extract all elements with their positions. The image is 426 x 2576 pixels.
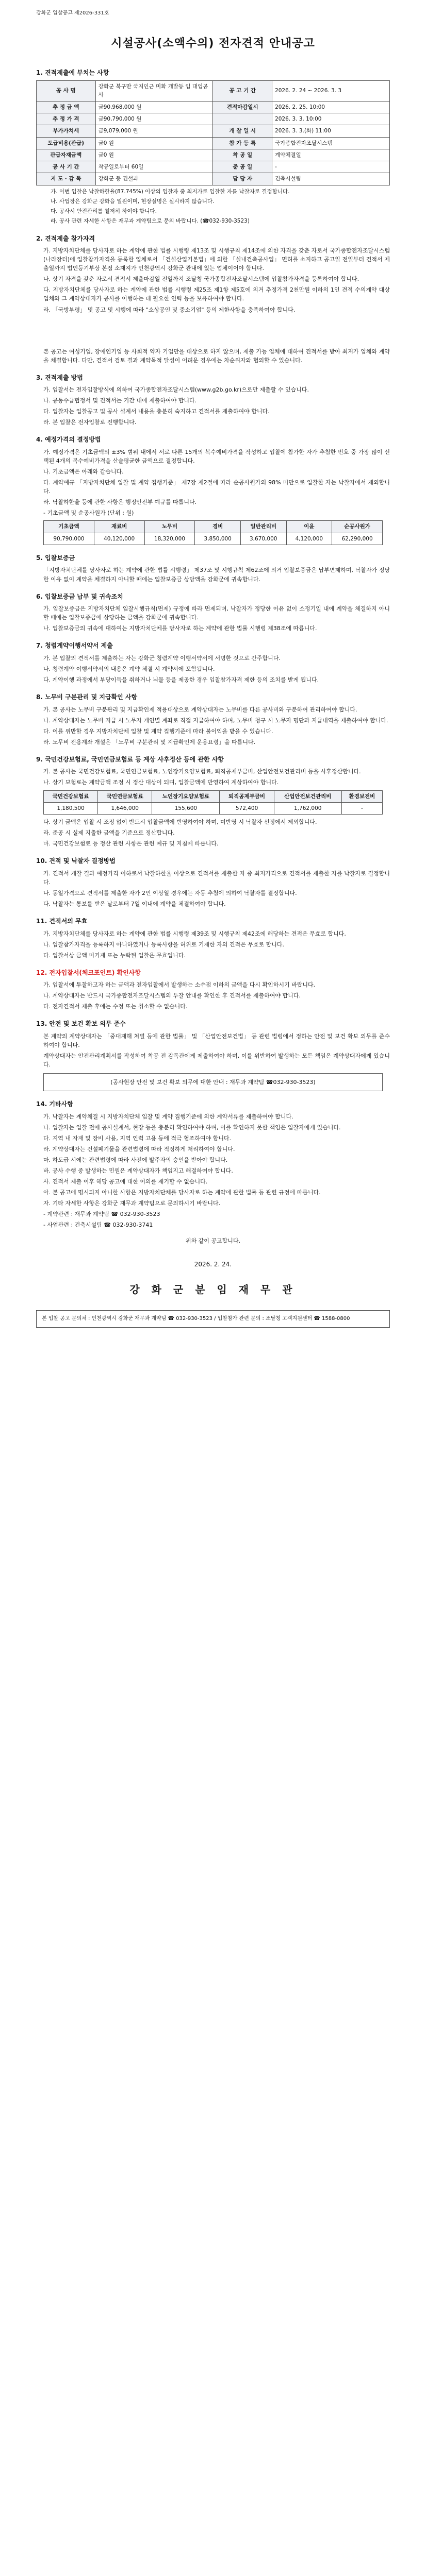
section-3-body xyxy=(36,385,390,427)
paragraph: 가. 본 공사는 국민건강보험료, 국민연금보험료, 노인장기요양보험료, 퇴직공제부금비, 산업안전보건관리비 등을 사후정산합니다. xyxy=(43,768,361,775)
section-2-notice: 본 공고는 여성기업, 장애인기업 등 사회적 약자 기업만을 대상으로 하지 않으며, 제출 가능 업체에 대하여 견적서를 받아 최저가 업체와 계약을 체결합니다. 다만, 견적서 검토 결과 계약목적 달성이 어려운 경우에는 차순위자와 협의할 수 있습니다. xyxy=(43,348,390,364)
table-cell: 18,320,000 xyxy=(144,533,195,545)
table-header-cell: 국민건강보험료 xyxy=(44,790,98,802)
table-cell: 1,762,000 xyxy=(274,802,341,814)
info-row xyxy=(37,101,390,113)
section-1-heading: 1. 견적제출에 부치는 사항 xyxy=(36,69,109,76)
paragraph: 나. 청렴계약 이행서약서의 내용은 계약 체결 시 계약서에 포함됩니다. xyxy=(43,665,215,672)
info-label: 지 도 · 감 독 xyxy=(37,173,96,185)
table-cell: 3,850,000 xyxy=(195,533,241,545)
info-value: 금90,790,000 원 xyxy=(95,113,213,125)
paragraph: 다. 계약예규 「지방자치단체 입찰 및 계약 집행기준」 제7장 제2절에 따라 순공사원가의 98% 미만으로 입찰한 자는 낙찰자에서 제외합니다. xyxy=(43,479,390,495)
paragraph: 바. 공사 수행 중 발생하는 민원은 계약상대자가 책임지고 해결하여야 합니다. xyxy=(43,1167,233,1175)
paragraph: 가. 입찰보증금은 지방자치단체 입찰시행규칙(면제) 규정에 따라 면제되며, 낙찰자가 정당한 이유 없이 소정기일 내에 계약을 체결하지 아니할 때에는 입찰보증금에 상당하는 금액을 강화군에 귀속합니다. xyxy=(43,605,390,621)
section-1-notes xyxy=(36,188,390,226)
info-label: 착 공 일 xyxy=(213,149,272,161)
paragraph: 나. 입찰자는 입찰 전에 공사설계서, 현장 등을 충분히 확인하여야 하며, 이를 확인하지 못한 책임은 입찰자에게 있습니다. xyxy=(43,1124,341,1131)
paragraph: 마. 국민건강보험료 등 정산 관련 사항은 관련 예규 및 지침에 따릅니다. xyxy=(43,840,219,848)
table-cell: 4,120,000 xyxy=(286,533,332,545)
info-value: 2026. 2. 24 ~ 2026. 3. 3 xyxy=(272,81,390,101)
info-value: 금90,968,000 원 xyxy=(95,101,213,113)
info-label: 견적마감일시 xyxy=(213,101,272,113)
info-value: 2026. 3. 3.(화) 11:00 xyxy=(272,125,390,137)
paragraph: 라. 공사 관련 자세한 사항은 재무과 계약팀으로 문의 바랍니다. (☎032-930-3523) xyxy=(51,218,250,225)
info-value: - xyxy=(272,161,390,173)
paragraph: 가. 입찰서에 투찰하고자 하는 금액과 전자입찰에서 발생하는 소수점 이하의 금액을 다시 확인하시기 바랍니다. xyxy=(43,981,316,989)
info-label: 개 찰 일 시 xyxy=(213,125,272,137)
paragraph: 라. 낙찰하한율 등에 관한 사항은 행정안전부 예규를 따릅니다. xyxy=(43,499,197,506)
table-cell: 62,290,000 xyxy=(332,533,383,545)
paragraph: 나. 입찰보증금의 귀속에 대하여는 지방자치단체를 당사자로 하는 계약에 관한 법률 시행령 제38조에 따릅니다. xyxy=(43,625,317,632)
table-header-cell: 재료비 xyxy=(94,521,144,533)
paragraph: 다. 지역 내 자재 및 장비 사용, 지역 인력 고용 등에 적극 협조하여야 합니다. xyxy=(43,1134,232,1142)
section-9-body xyxy=(36,767,390,787)
section-11-body xyxy=(36,929,390,960)
section-4-body xyxy=(36,448,390,506)
paragraph: 나. 공동수급협정서 및 견적서는 기간 내에 제출하여야 합니다. xyxy=(43,397,197,404)
paragraph: 라. 본 입찰은 전자입찰로 진행합니다. xyxy=(43,419,137,426)
section-6-body xyxy=(36,604,390,633)
table-header-cell: 노인장기요양보험료 xyxy=(152,790,220,802)
section-10-heading: 10. 견적 및 낙찰자 결정방법 xyxy=(36,857,116,865)
table-header-cell: 기초금액 xyxy=(44,521,94,533)
table-header-cell: 노무비 xyxy=(144,521,195,533)
info-label: 부가가치세 xyxy=(37,125,96,137)
section-11-heading: 11. 견적서의 무효 xyxy=(36,917,88,925)
table-cell: 572,400 xyxy=(220,802,274,814)
paragraph: 가. 예정가격은 기초금액의 ±3% 범위 내에서 서로 다른 15개의 복수예비가격을 작성하고 입찰에 참가한 자가 추첨한 번호 중 가장 많이 선택된 4개의 복수예비가격을 산술평균한 금액으로 결정합니다. xyxy=(43,449,390,465)
section-12-heading: 12. 전자입찰서(체크포인트) 확인사항 xyxy=(36,969,141,976)
paragraph: 가. 견적서 개찰 결과 예정가격 이하로서 낙찰하한율 이상으로 견적서를 제출한 자 중 최저가격으로 견적서를 제출한 자를 낙찰자로 결정합니다. xyxy=(43,870,390,886)
paragraph: 나. 계약상대자는 노무비 지급 시 노무자 개인별 계좌로 직접 지급하여야 하며, 노무비 청구 시 노무자 명단과 지급내역을 제출하여야 합니다. xyxy=(43,717,388,724)
cost-table-caption: - 기초금액 및 순공사원가 (단위 : 원) xyxy=(43,510,134,517)
closing-statement: 위와 같이 공고합니다. xyxy=(185,1238,241,1245)
section-5-heading: 5. 입찰보증금 xyxy=(36,554,75,562)
document-number: 강화군 입찰공고 제2026-331호 xyxy=(36,10,109,16)
notice-date: 2026. 2. 24. xyxy=(194,1261,232,1268)
info-row xyxy=(37,161,390,173)
paragraph: 마. 하도급 시에는 관련법령에 따라 사전에 발주자의 승인을 받아야 합니다. xyxy=(43,1157,228,1164)
paragraph: 다. 상기 금액은 입찰 시 조정 없이 반드시 입찰금액에 반영하여야 하며, 미반영 시 낙찰자 선정에서 제외합니다. xyxy=(43,819,317,826)
contact-note: 본 입찰 공고 문의처 : 인천광역시 강화군 재무과 계약팀 ☎ 032-930-3523 / 입찰참가 관련 문의 : 조달청 고객지원센터 ☎ 1588-0800 xyxy=(36,1310,390,1328)
info-value: 계약체결일 xyxy=(272,149,390,161)
section-10-body xyxy=(36,869,390,908)
paragraph: 아. 본 공고에 명시되지 아니한 사항은 지방자치단체를 당사자로 하는 계약에 관한 법률 등 관련 규정에 따릅니다. xyxy=(43,1189,321,1196)
info-label: 관급자재금액 xyxy=(37,149,96,161)
section-6-heading: 6. 입찰보증금 납부 및 귀속조치 xyxy=(36,592,123,600)
paragraph: 다. 입찰서상 금액 미기재 또는 누락된 입찰은 무효입니다. xyxy=(43,952,186,959)
info-row xyxy=(37,81,390,101)
section-9-after xyxy=(36,818,390,848)
paragraph: 라. 계약상대자는 건설폐기물을 관련법령에 따라 적정하게 처리하여야 합니다. xyxy=(43,1146,235,1153)
paragraph: - 계약관련 : 재무과 계약팀 ☎ 032-930-3523 xyxy=(43,1211,160,1218)
info-value: 금0 원 xyxy=(95,137,213,149)
info-row xyxy=(37,149,390,161)
section-4-heading: 4. 예정가격의 결정방법 xyxy=(36,436,101,444)
paragraph: 나. 기초금액은 아래와 같습니다. xyxy=(43,468,124,476)
info-label: 공 사 기 간 xyxy=(37,161,96,173)
issuing-organization: 강 화 군 분 임 재 무 관 xyxy=(129,1283,297,1296)
paragraph: 자. 기타 자세한 사항은 강화군 재무과 계약팀으로 문의하시기 바랍니다. xyxy=(43,1200,221,1207)
info-label: 추 정 금 액 xyxy=(37,101,96,113)
paragraph: 라. 「국방부령」 및 공고 및 시행에 따라 "소상공인 및 중소기업" 등의 제한사항을 충족하여야 합니다. xyxy=(43,306,296,313)
section-13-heading: 13. 안전 및 보건 확보 의무 준수 xyxy=(36,1020,126,1028)
paragraph: 나. 계약상대자는 반드시 국가종합전자조달시스템의 투찰 안내를 확인한 후 견적서를 제출하여야 합니다. xyxy=(43,992,301,999)
table-header-cell: 산업안전보건관리비 xyxy=(274,790,341,802)
info-label: 공 고 기 간 xyxy=(213,81,272,101)
project-info-table xyxy=(36,80,390,185)
paragraph: 「지방자치단체를 당사자로 하는 계약에 관한 법률 시행령」 제37조 및 시행규칙 제62조에 의거 입찰보증금은 납부면제하며, 낙찰자가 정당한 이유 없이 계약을 체결하지 아니할 때에는 입찰보증금 상당액을 강화군에 귀속합니다. xyxy=(43,567,390,583)
section-7-body xyxy=(36,654,390,684)
paragraph: 나. 상기 자격을 갖춘 자로서 견적서 제출마감일 전일까지 조달청 국가종합전자조달시스템에 입찰참가자격을 등록하여야 합니다. xyxy=(43,276,359,283)
info-label: 공 사 명 xyxy=(37,81,96,101)
paragraph: 가. 입찰서는 전자입찰방식에 의하여 국가종합전자조달시스템(www.g2b.go.kr)으로만 제출할 수 있습니다. xyxy=(43,386,309,394)
table-cell: 3,670,000 xyxy=(240,533,286,545)
info-row xyxy=(37,137,390,149)
table-header-cell: 순공사원가 xyxy=(332,521,383,533)
paragraph: 나. 사업장은 강화군 강화읍 일원이며, 현장설명은 실시하지 않습니다. xyxy=(51,198,215,205)
paragraph: 다. 입찰자는 입찰공고 및 공사 설계서 내용을 충분히 숙지하고 견적서를 제출하여야 합니다. xyxy=(43,408,270,415)
paragraph: 가. 지방자치단체를 당사자로 하는 계약에 관한 법률 시행령 제39조 및 시행규칙 제42조에 해당하는 견적은 무효로 합니다. xyxy=(43,930,346,937)
info-value: 건축시설팀 xyxy=(272,173,390,185)
table-cell: 155,600 xyxy=(152,802,220,814)
section-14-heading: 14. 기타사항 xyxy=(36,1100,73,1108)
paragraph: 다. 공사시 안전관리를 철저히 하여야 합니다. xyxy=(51,208,157,215)
info-value: 2026. 3. 3. 10:00 xyxy=(272,113,390,125)
paragraph: - 사업관련 : 건축시설팀 ☎ 032-930-3741 xyxy=(43,1222,153,1229)
info-value: 강화군 등 건설과 xyxy=(95,173,213,185)
table-header-cell: 퇴직공제부금비 xyxy=(220,790,274,802)
paragraph: 다. 낙찰자는 통보를 받은 날로부터 7일 이내에 계약을 체결하여야 합니다. xyxy=(43,900,226,907)
section-7-heading: 7. 청렴계약이행서약서 제출 xyxy=(36,642,113,650)
info-value: 국가종합전자조달시스템 xyxy=(272,137,390,149)
section-14-body xyxy=(36,1112,390,1230)
table-cell: 1,180,500 xyxy=(44,802,98,814)
table-header-cell: 국민연금보험료 xyxy=(98,790,152,802)
info-value: 강화군 북구만 국지인근 미화 개발등 임 대임공사 xyxy=(95,81,213,101)
section-5-body xyxy=(36,566,390,583)
paragraph: 라. 준공 시 실제 지출한 금액을 기준으로 정산합니다. xyxy=(43,829,175,837)
table-cell: 40,120,000 xyxy=(94,533,144,545)
table-cell: 1,646,000 xyxy=(98,802,152,814)
paragraph: 가. 지방자치단체를 당사자로 하는 계약에 관한 법률 시행령 제13조 및 시행규칙 제14조에 의한 자격을 갖춘 자로서 국가종합전자조달시스템(나라장터)에 입찰참가자격을 등록한 업체로서 「건설산업기본법」에 의한 「실내건축공사업」 면허를 소지하고 공고일 전일부터 견적서 제출일까지 법인등기부상 본점 소재지가 인천광역시 강화군 관내에 있는 업체이어야 합니다. xyxy=(43,247,390,272)
info-value: 2026. 2. 25. 10:00 xyxy=(272,101,390,113)
table-header-cell: 이윤 xyxy=(286,521,332,533)
base-cost-table xyxy=(43,520,383,545)
info-label: 도급비용(관급) xyxy=(37,137,96,149)
page-title: 시설공사(소액수의) 전자견적 안내공고 xyxy=(111,37,315,50)
section-12-body xyxy=(36,980,390,1011)
table-cell: 90,790,000 xyxy=(44,533,94,545)
paragraph: 나. 상기 보험료는 계약금액 조정 시 정산 대상이 되며, 입찰금액에 반영하여 계상하여야 합니다. xyxy=(43,779,279,786)
info-value: 착공일로부터 60일 xyxy=(95,161,213,173)
table-header-cell: 일반관리비 xyxy=(240,521,286,533)
info-label: 준 공 일 xyxy=(213,161,272,173)
section-13-body xyxy=(36,1032,390,1069)
info-value: 금9,079,000 원 xyxy=(95,125,213,137)
info-label: 담 당 자 xyxy=(213,173,272,185)
info-label: 추 정 가 격 xyxy=(37,113,96,125)
info-value: 금0 원 xyxy=(95,149,213,161)
paragraph: 사. 견적서 제출 이후 해당 공고에 대한 이의를 제기할 수 없습니다. xyxy=(43,1178,208,1185)
info-row xyxy=(37,125,390,137)
insurance-table xyxy=(43,790,383,815)
signature-block xyxy=(36,1260,390,1298)
paragraph: 다. 계약이행 과정에서 부당이득을 취하거나 뇌물 등을 제공한 경우 입찰참가자격 제한 등의 조치를 받게 됩니다. xyxy=(43,676,319,683)
section-8-heading: 8. 노무비 구분관리 및 지급확인 사항 xyxy=(36,693,138,701)
paragraph: 본 계약의 계약상대자는 「중대재해 처벌 등에 관한 법률」 및 「산업안전보건법」 등 관련 법령에서 정하는 안전 및 보건 확보 의무를 준수하여야 합니다. xyxy=(43,1033,390,1049)
info-label xyxy=(213,113,272,125)
paragraph: 나. 입찰참가자격을 등록하지 아니하였거나 등록사항을 허위로 기재한 자의 견적은 무효로 합니다. xyxy=(43,941,284,948)
info-row xyxy=(37,113,390,125)
paragraph: 가. 이번 입찰은 낙찰하한율(87.745%) 이상의 입찰자 중 최저가로 입찰한 자를 낙찰자로 결정합니다. xyxy=(51,188,290,195)
paragraph: 가. 낙찰자는 계약체결 시 지방자치단체 입찰 및 계약 집행기준에 의한 계약서류를 제출하여야 합니다. xyxy=(43,1113,293,1120)
section-9-heading: 9. 국민건강보험료, 국민연금보험료 등 계상 사후정산 등에 관한 사항 xyxy=(36,755,224,763)
paragraph: 다. 지방자치단체를 당사자로 하는 계약에 관한 법률 시행령 제25조 제1항 제5호에 의거 추정가격 2천만원 이하의 1인 견적 수의계약 대상 업체와 그 계약상대자가 공사를 이행하는 데 필요한 인력 등을 보유하여야 합니다. xyxy=(43,286,390,302)
paragraph: 다. 전자견적서 제출 후에는 수정 또는 취소할 수 없습니다. xyxy=(43,1003,188,1010)
paragraph: 계약상대자는 안전관리계획서를 작성하여 착공 전 감독관에게 제출하여야 하며, 이를 위반하여 발생하는 모든 책임은 계약상대자에게 있습니다. xyxy=(43,1053,390,1069)
paragraph: 가. 본 공사는 노무비 구분관리 및 지급확인제 적용대상으로 계약상대자는 노무비를 다른 공사비와 구분하여 관리하여야 합니다. xyxy=(43,706,357,713)
section-3-heading: 3. 견적제출 방법 xyxy=(36,374,83,381)
info-label: 참 가 등 록 xyxy=(213,137,272,149)
section-2-body xyxy=(36,246,390,314)
table-cell: - xyxy=(341,802,382,814)
table-header-cell: 경비 xyxy=(195,521,241,533)
section-2-heading: 2. 견적제출 참가자격 xyxy=(36,234,95,242)
paragraph: 다. 이를 위반할 경우 지방자치단체 입찰 및 계약 집행기준에 따라 불이익을 받을 수 있습니다. xyxy=(43,727,273,735)
paragraph: 나. 동일가격으로 견적서를 제출한 자가 2인 이상일 경우에는 자동 추첨에 의하여 낙찰자를 결정합니다. xyxy=(43,889,297,896)
paragraph: 가. 본 입찰의 견적서를 제출하는 자는 강화군 청렴계약 이행서약서에 서명한 것으로 간주합니다. xyxy=(43,654,281,662)
table-header-cell: 환경보전비 xyxy=(341,790,382,802)
info-row xyxy=(37,173,390,185)
safety-info-box: (공사현장 안전 및 보건 확보 의무에 대한 안내 : 재무과 계약팀 ☎032-930-3523) xyxy=(43,1073,383,1091)
paragraph: 라. 노무비 전용계좌 개설은 「노무비 구분관리 및 지급확인제 운용요령」을 따릅니다. xyxy=(43,738,256,745)
section-8-body xyxy=(36,705,390,747)
